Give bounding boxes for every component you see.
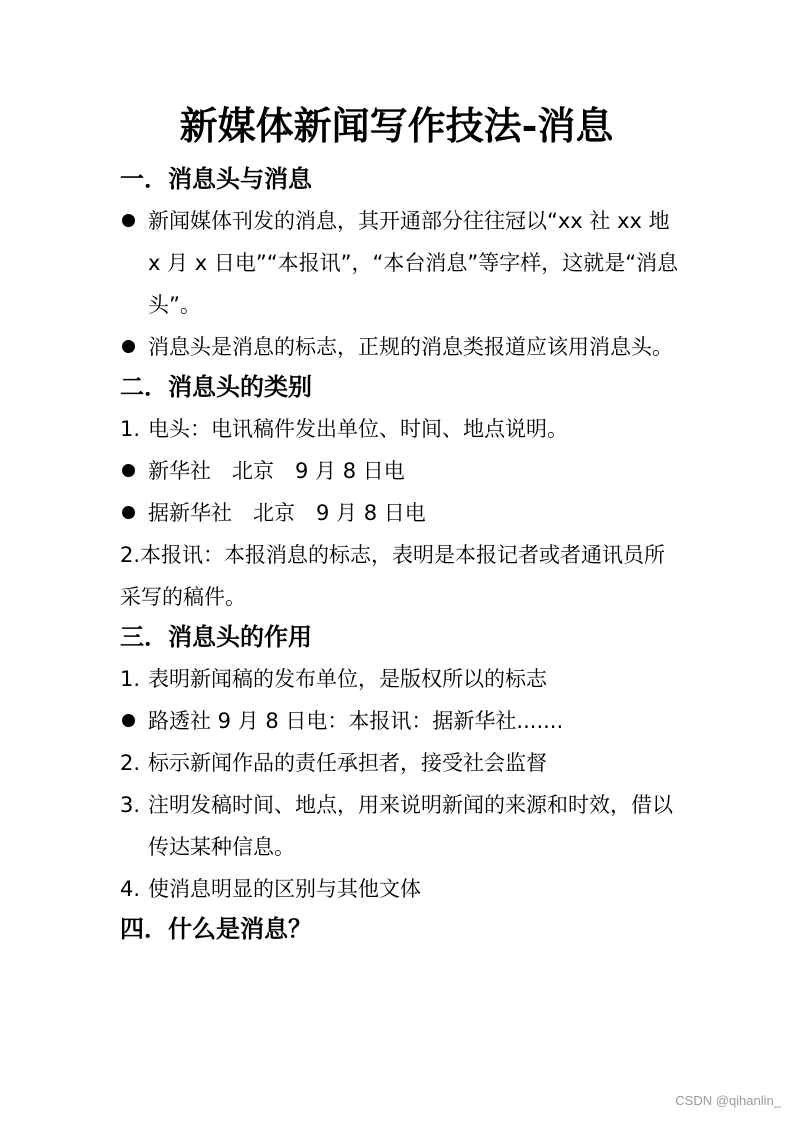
item-number: 2. (120, 751, 141, 775)
bullet-icon (122, 464, 135, 477)
section-heading: 三．消息头的作用 (120, 622, 312, 651)
bullet-icon (122, 714, 135, 727)
section-heading: 四．什么是消息？ (120, 914, 312, 943)
numbered-item (120, 868, 680, 910)
bullet-item (120, 326, 680, 368)
item-text: 电头：电讯稿件发出单位、时间、地点说明。 (148, 417, 568, 441)
bullet-item (120, 450, 680, 492)
bullet-item (120, 700, 680, 742)
bullet-icon (122, 214, 135, 227)
item-number: 2. (120, 543, 141, 567)
bullet-item (120, 492, 680, 534)
document-body (120, 160, 680, 950)
document-title: 新媒体新闻写作技法-消息 (179, 103, 614, 148)
bullet-text: 据新华社 北京 9 月 8 日电 (148, 501, 426, 525)
section-heading: 一．消息头与消息 (120, 164, 312, 193)
bullet-item (120, 200, 680, 326)
item-text: 注明发稿时间、地点，用来说明新闻的来源和时效，借以传达某种信息。 (148, 793, 673, 859)
numbered-item (120, 784, 680, 868)
bullet-text: 新华社 北京 9 月 8 日电 (148, 459, 405, 483)
watermark: CSDN @qihanlin_ (675, 1093, 781, 1108)
item-text: 本报讯：本报消息的标志，表明是本报记者或者通讯员所采写的稿件。 (120, 543, 666, 609)
bullet-icon (122, 340, 135, 353)
bullet-text: 消息头是消息的标志，正规的消息类报道应该用消息头。 (148, 335, 673, 359)
bullet-text: 路透社 9 月 8 日电：本报讯：据新华社....... (148, 709, 564, 733)
numbered-item (120, 742, 680, 784)
item-number: 3. (120, 793, 141, 817)
item-text: 标示新闻作品的责任承担者，接受社会监督 (148, 751, 547, 775)
numbered-item (120, 658, 680, 700)
bullet-text: 新闻媒体刊发的消息，其开通部分往往冠以“xx 社 xx 地 x 月 x 日电”“本报讯”，“本台消息”等字样，这就是“消息头”。 (148, 209, 679, 317)
item-text: 使消息明显的区别与其他文体 (148, 877, 421, 901)
numbered-item (120, 534, 680, 618)
item-number: 4. (120, 877, 141, 901)
numbered-item (120, 408, 680, 450)
item-text: 表明新闻稿的发布单位，是版权所以的标志 (148, 667, 547, 691)
item-number: 1. (120, 667, 141, 691)
item-number: 1. (120, 417, 141, 441)
section-heading: 二．消息头的类别 (120, 372, 312, 401)
bullet-icon (122, 506, 135, 519)
